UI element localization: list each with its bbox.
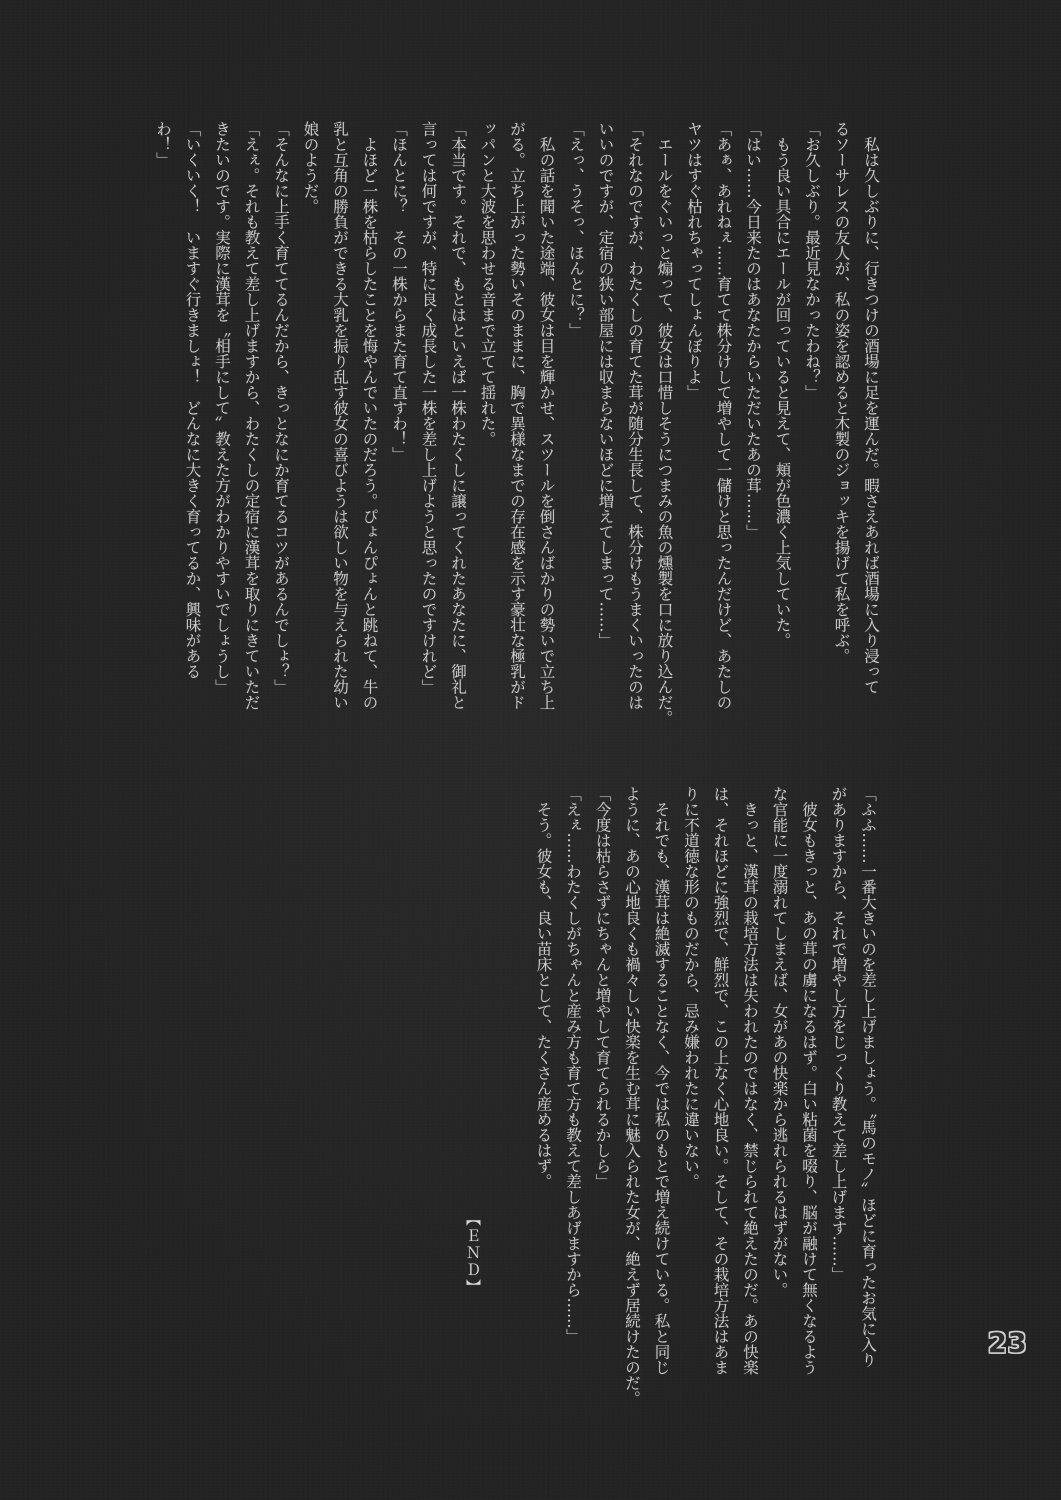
text-line: 「えぇ。それも教えて差し上げますから、わたくしの定宿に漢茸を取りにきていただ — [242, 121, 261, 710]
text-line: 彼女もきっと、あの茸の虜になるはず。白い粘菌を啜り、脳が融けて無くなるよう — [800, 786, 818, 1375]
story-block-lower — [527, 786, 882, 1418]
text-line: ッパンと大波を思わせる音まで立てて揺れた。 — [478, 121, 497, 447]
text-line: 娘のようだ。 — [301, 121, 320, 214]
text-line: がありますから、それで増やし方をじっくり教えて差し上げます……」 — [829, 786, 848, 1282]
text-line: な官能に一度溺れてしまえば、女があの快楽から逃れられるはずがない。 — [770, 786, 789, 1298]
text-line: 「ふふ……一番大きいのを差し上げましょう。〝馬のモノ〟ほどに育ったお気に入り — [859, 786, 877, 1368]
text-line: がる。立ち上がった勢いそのままに、胸で異様なまでの存在感を示す豪壮な極乳がド — [508, 121, 526, 710]
text-line: 「今度は枯らさずにちゃんと増やして育てられるかしら」 — [593, 786, 612, 1189]
text-line: りに不道徳な形のものだから、忌み嫌われたに違いない。 — [682, 786, 700, 1189]
text-line: きたいのです。実際に漢茸を〝相手にして〟教えた方がわかりやすいでしょうし」 — [213, 121, 231, 695]
text-line: 「そんなに上手く育ててるんだから、きっとなにか育てるコツがあるんでしょ？」 — [272, 121, 290, 695]
text-line: もう良い具合にエールが回っていると見えて、頬が色濃く上気していた。 — [773, 121, 792, 648]
text-line: 私は久しぶりに、行きつけの酒場に足を運んだ。暇さえあれば酒場に入り浸って — [862, 121, 880, 695]
text-line: 「いくいく！ いますぐ行きましょ！ どんなに大きく育ってるか、興味がある — [183, 121, 202, 679]
text-line: きっと、漢茸の栽培方法は失われたのではなく、禁じられて絶えたのだ。あの快楽 — [741, 786, 759, 1375]
text-line: 「えぇ……わたくしがちゃんと産み方も育て方も教えて差しあげますから……」 — [564, 786, 582, 1344]
text-line: そう。彼女も、良い苗床として、たくさん産めるはず。 — [534, 786, 553, 1189]
text-line: 「本当です。それで、もとはといえば一株わたくしに譲ってくれたあなたに、御礼と — [449, 121, 467, 710]
text-line: いいのですが、定宿の狭い部屋には収まらないほどに増えてしまって……」 — [596, 121, 615, 648]
page-number: 23 — [988, 1328, 1028, 1359]
text-line: 「それなのですが、わたくしの育てた茸が随分生長して、株分けもうまくいったのは — [626, 121, 644, 710]
text-line: 「はい……今日来たのはあなたからいただいたあの茸……」 — [744, 121, 762, 540]
story-block-upper — [147, 121, 885, 753]
text-line: それでも、漢茸は絶滅することなく、今では私のもとで増え続けている。私と同じ — [652, 786, 671, 1375]
text-line: ヤツはすぐ枯れちゃってしょんぼりよ」 — [685, 121, 703, 400]
text-line: 「あぁ、あれねぇ……育てて株分けして増やして一儲けと思ったんだけど、あたしの — [714, 121, 733, 710]
end-marker: 【ＥＮＤ】 — [464, 1211, 482, 1296]
text-line: よほど一株を枯らしたことを悔やんでいたのだろう。ぴょんぴょんと跳ねて、牛の — [360, 121, 379, 710]
text-line: 「えっ、うそっ、ほんとに？」 — [567, 121, 585, 338]
text-line: 私の話を聞いた途端、彼女は目を輝かせ、スツールを倒さんばかりの勢いで立ち上 — [537, 121, 556, 710]
text-line: 乳と互角の勝負ができる大乳を振り乱す彼女の喜びようは欲しい物を与えられた幼い — [331, 121, 349, 710]
text-line: 「ほんとに？ その一株からまた育て直すわ！」 — [390, 121, 408, 462]
text-line: わ！」 — [154, 121, 172, 168]
text-line: るソーサレスの友人が、私の姿を認めると木製のジョッキを揚げて私を呼ぶ。 — [832, 121, 851, 664]
text-line: ように、あの心地良くも禍々しい快楽を生む茸に魅入られた女が、絶えず居続けたのだ。 — [623, 786, 641, 1406]
text-line: エールをぐいっと煽って、彼女は口惜しそうにつまみの魚の燻製を口に放り込んだ。 — [655, 121, 674, 726]
text-line: は、それほどに強烈で、鮮烈で、この上なく心地良い。そして、その栽培方法はあま — [711, 786, 730, 1375]
text-line: 「お久しぶり。最近見なかったわね？」 — [803, 121, 821, 400]
text-line: 言っては何ですが、特に良く成長した一株を差し上げようと思ったのですけれど」 — [419, 121, 438, 695]
